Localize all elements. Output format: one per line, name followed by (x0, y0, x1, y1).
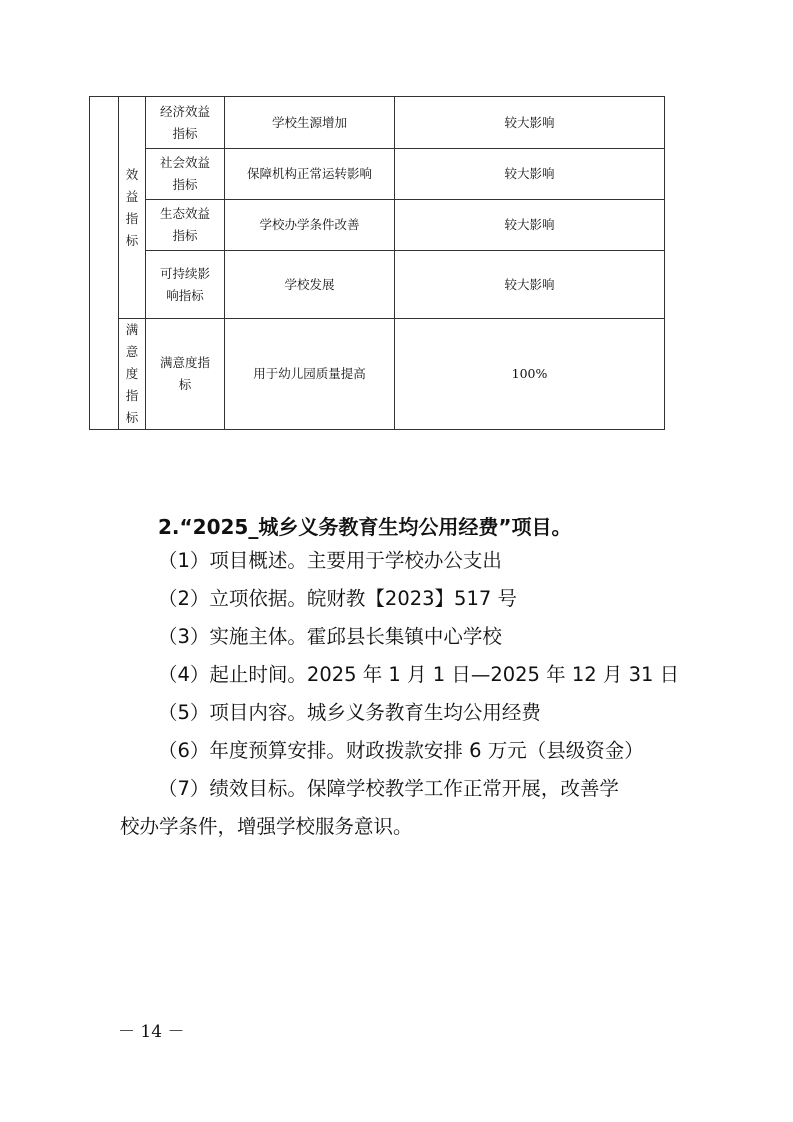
item-content: （5）项目内容。城乡义务教育生均公用经费 (158, 701, 541, 724)
item-basis: （2）立项依据。皖财教【2023】517 号 (158, 587, 517, 610)
indicator-name: 经济效益 指标 (146, 97, 225, 149)
page-number: － 14 － (118, 1022, 185, 1042)
item-overview: （1）项目概述。主要用于学校办公支出 (158, 549, 502, 572)
item-goal: （7）绩效目标。保障学校教学工作正常开展，改善学 (158, 777, 619, 800)
indicator-name: 可持续影 响指标 (146, 251, 225, 319)
indicator-value: 较大影响 (395, 251, 665, 319)
item-goal-continued: 校办学条件，增强学校服务意识。 (120, 815, 413, 838)
section-title: 2.“2025_城乡义务教育生均公用经费”项目。 (158, 515, 572, 539)
indicator-value: 较大影响 (395, 97, 665, 149)
indicator-content: 用于幼儿园质量提高 (225, 319, 395, 430)
category-benefit-indicator: 效 益 指 标 (119, 97, 146, 319)
item-period: （4）起止时间。2025 年 1 月 1 日—2025 年 12 月 31 日 (158, 663, 680, 686)
indicator-name: 满意度指 标 (146, 319, 225, 430)
table-row (90, 149, 665, 200)
indicator-name: 社会效益 指标 (146, 149, 225, 200)
performance-indicator-table (89, 96, 665, 430)
table-row (90, 200, 665, 251)
indicator-value: 100% (395, 319, 665, 430)
table-row (90, 97, 665, 149)
table-row (90, 319, 665, 430)
category-satisfaction-indicator: 满 意 度 指 标 (119, 319, 146, 430)
item-implementer: （3）实施主体。霍邱县长集镇中心学校 (158, 625, 502, 648)
table-row (90, 251, 665, 319)
item-budget: （6）年度预算安排。财政拨款安排 6 万元（县级资金） (158, 739, 644, 762)
table-first-column (90, 97, 119, 430)
indicator-content: 学校办学条件改善 (225, 200, 395, 251)
indicator-value: 较大影响 (395, 200, 665, 251)
indicator-content: 保障机构正常运转影响 (225, 149, 395, 200)
indicator-name: 生态效益 指标 (146, 200, 225, 251)
indicator-content: 学校生源增加 (225, 97, 395, 149)
indicator-content: 学校发展 (225, 251, 395, 319)
indicator-value: 较大影响 (395, 149, 665, 200)
